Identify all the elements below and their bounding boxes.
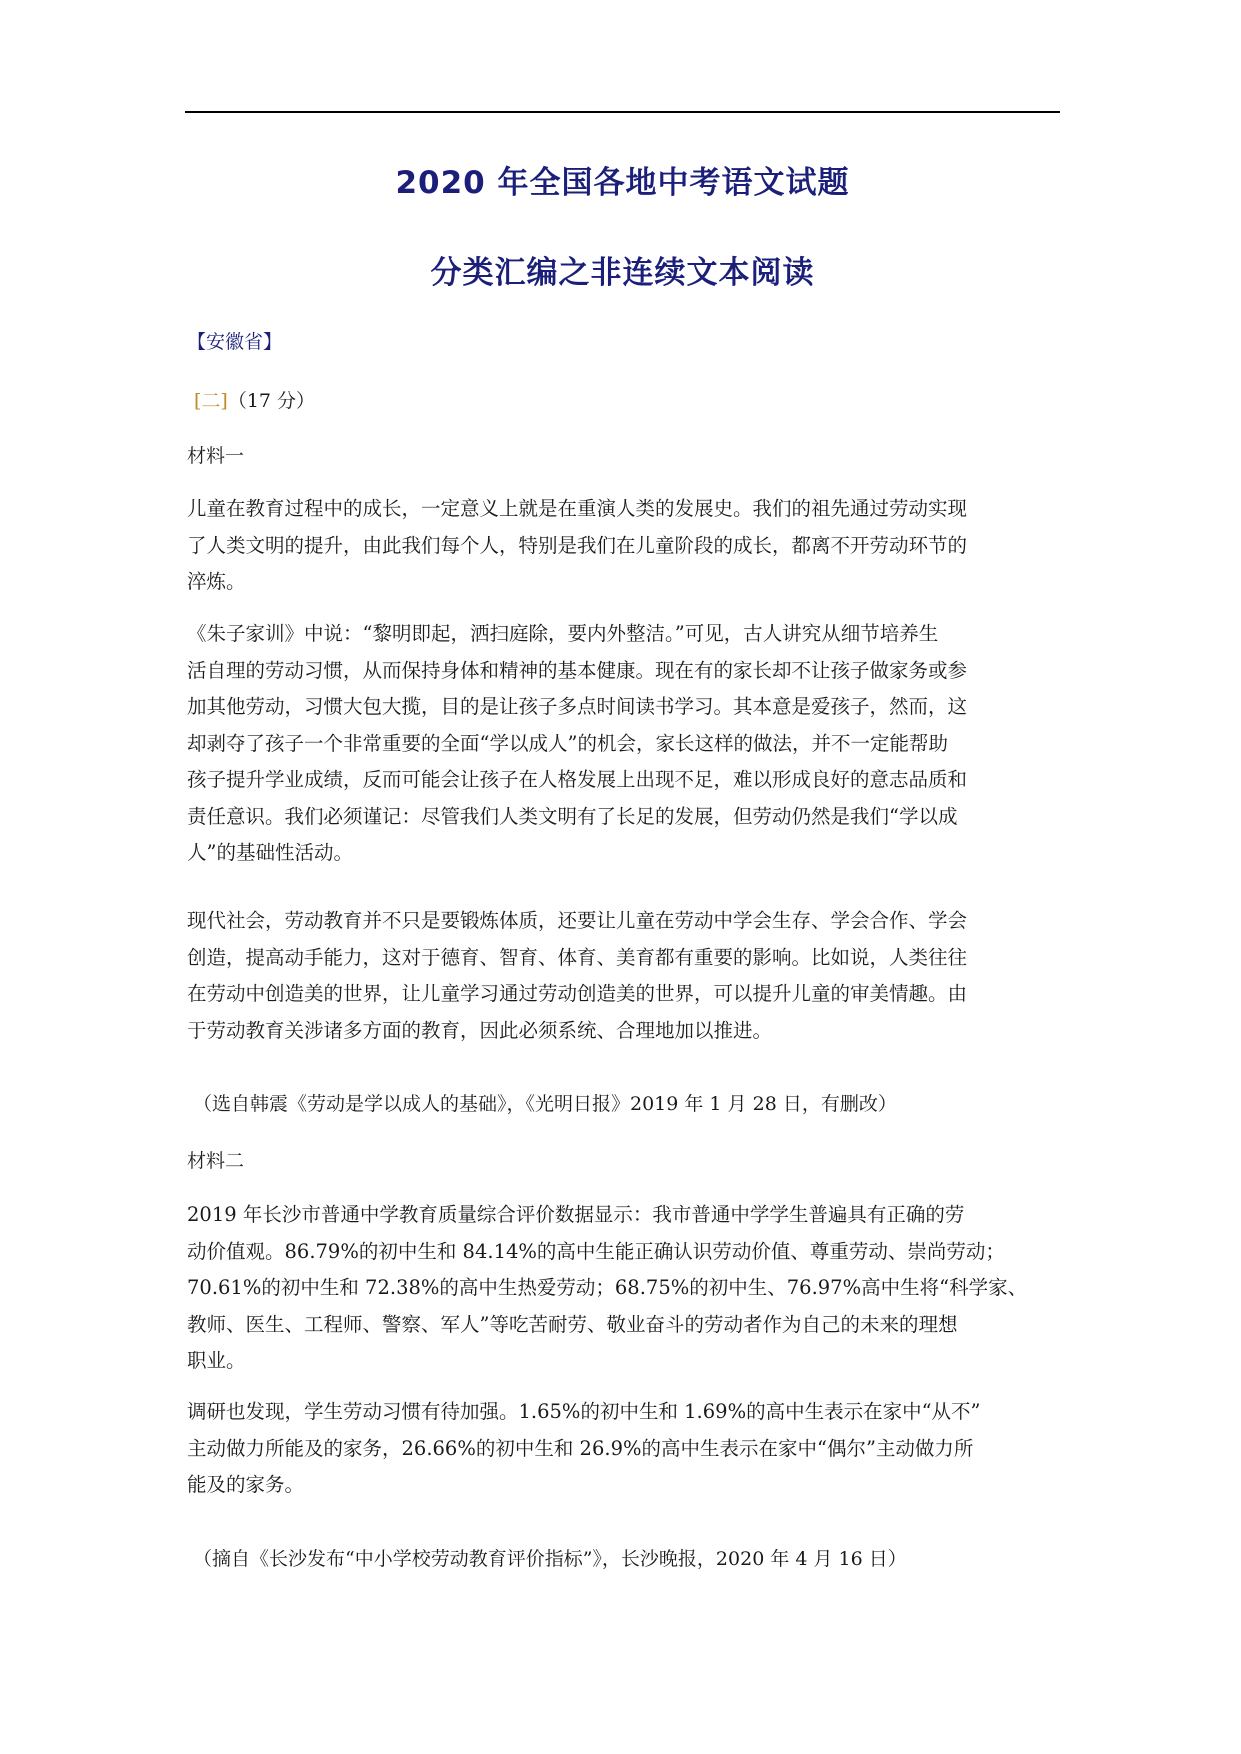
text-line: 创造，提高动手能力，这对于德育、智育、体育、美育都有重要的影响。比如说，人类往往 bbox=[187, 945, 968, 969]
text-line: 70.61%的初中生和 72.38%的高中生热爱劳动；68.75%的初中生、76.97%高中生将“科学家、 bbox=[187, 1276, 1028, 1299]
text-line: 教师、医生、工程师、警察、军人”等吃苦耐劳、敬业奋斗的劳动者作为自己的未来的理想 bbox=[187, 1312, 958, 1336]
text-line: 于劳动教育关涉诸多方面的教育，因此必须系统、合理地加以推进。 bbox=[187, 1018, 773, 1042]
header-rule bbox=[185, 111, 1060, 113]
text-line: 淬炼。 bbox=[187, 570, 246, 593]
text-line: 却剥夺了孩子一个非常重要的全面“学以成人”的机会，家长这样的做法，并不一定能帮助 bbox=[187, 731, 948, 755]
text-line: 2019 年长沙市普通中学教育质量综合评价数据显示：我市普通中学学生普遍具有正确的劳 bbox=[187, 1203, 965, 1226]
material1-source: （选自韩震《劳动是学以成人的基础》，《光明日报》2019 年 1 月 28 日，有删改） bbox=[193, 1093, 897, 1115]
section-number: [二] bbox=[194, 390, 228, 412]
text-line: 主动做力所能及的家务，26.66%的初中生和 26.9%的高中生表示在家中“偶尔”主动做力所 bbox=[187, 1436, 974, 1460]
text-line: 责任意识。我们必须谨记：尽管我们人类文明有了长足的发展，但劳动仍然是我们“学以成 bbox=[187, 804, 958, 828]
section-heading bbox=[194, 386, 315, 416]
material2-paragraph-1 bbox=[187, 1197, 1057, 1380]
text-line: 现代社会，劳动教育并不只是要锻炼体质，还要让儿童在劳动中学会生存、学会合作、学会 bbox=[187, 909, 968, 932]
material2-source: （摘自《长沙发布“中小学校劳动教育评价指标”》，长沙晚报，2020 年 4 月 16 日） bbox=[193, 1548, 907, 1570]
material2-paragraph-2 bbox=[187, 1394, 1057, 1504]
material2-label: 材料二 bbox=[187, 1150, 245, 1172]
document-title-line2: 分类汇编之非连续文本阅读 bbox=[430, 255, 815, 291]
text-line: 《朱子家训》中说：“黎明即起，洒扫庭除，要内外整洁。”可见，古人讲究从细节培养生 bbox=[187, 622, 939, 645]
material1-paragraph-2 bbox=[187, 616, 1057, 872]
text-line: 了人类文明的提升，由此我们每个人，特别是我们在儿童阶段的成长，都离不开劳动环节的 bbox=[187, 533, 968, 557]
material1-paragraph-1 bbox=[187, 491, 1057, 601]
region-heading: 【安徽省】 bbox=[187, 331, 283, 353]
text-line: 加其他劳动，习惯大包大揽，目的是让孩子多点时间读书学习。其本意是爱孩子，然而，这 bbox=[187, 695, 968, 718]
text-line: 调研也发现，学生劳动习惯有待加强。1.65%的初中生和 1.69%的高中生表示在家中“从不” bbox=[187, 1400, 981, 1423]
document-title-line1: 2020 年全国各地中考语文试题 bbox=[395, 165, 850, 201]
material1-paragraph-3 bbox=[187, 903, 1057, 1049]
text-line: 能及的家务。 bbox=[187, 1473, 305, 1496]
material1-label: 材料一 bbox=[187, 445, 245, 467]
text-line: 动价值观。86.79%的初中生和 84.14%的高中生能正确认识劳动价值、尊重劳动、崇尚劳动； bbox=[187, 1239, 1005, 1263]
text-line: 孩子提升学业成绩，反而可能会让孩子在人格发展上出现不足，难以形成良好的意志品质和 bbox=[187, 768, 968, 791]
section-score: （17 分） bbox=[227, 390, 316, 412]
text-line: 儿童在教育过程中的成长，一定意义上就是在重演人类的发展史。我们的祖先通过劳动实现 bbox=[187, 497, 968, 520]
text-line: 职业。 bbox=[187, 1349, 246, 1372]
text-line: 活自理的劳动习惯，从而保持身体和精神的基本健康。现在有的家长却不让孩子做家务或参 bbox=[187, 658, 968, 682]
text-line: 人”的基础性活动。 bbox=[187, 841, 353, 864]
text-line: 在劳动中创造美的世界，让儿童学习通过劳动创造美的世界，可以提升儿童的审美情趣。由 bbox=[187, 982, 968, 1005]
